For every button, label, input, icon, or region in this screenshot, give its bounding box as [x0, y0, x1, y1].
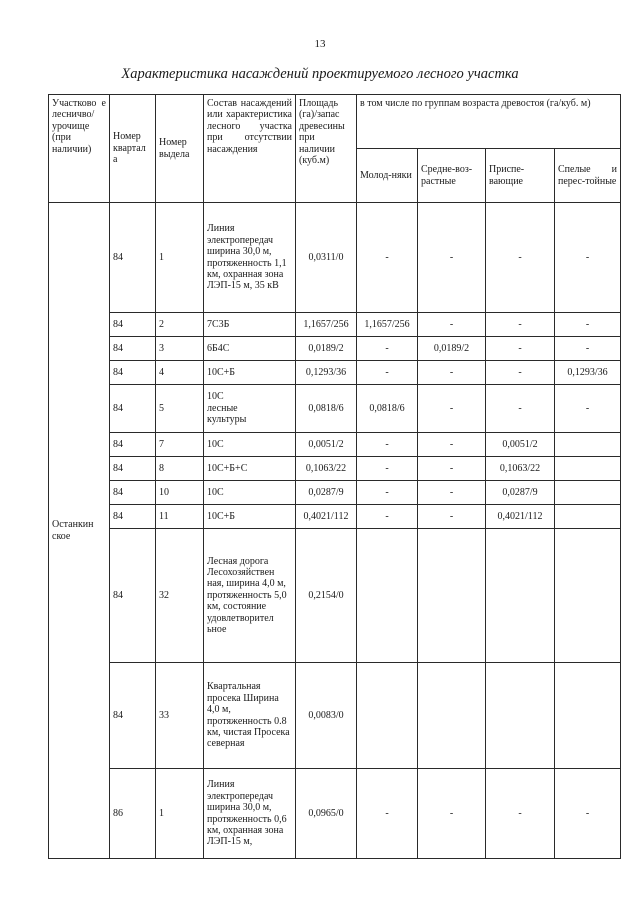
- sostav-cell: 7С3Б: [204, 313, 296, 337]
- molodnyaki-cell: 0,0818/6: [357, 385, 418, 433]
- spelye-cell: [555, 433, 621, 457]
- molodnyaki-cell: -: [357, 457, 418, 481]
- header-molodnyaki: Молод-няки: [357, 149, 418, 203]
- header-uchastok: Участково е лесничво/ урочище (при наличии): [49, 95, 110, 203]
- kvartal-cell: 84: [110, 457, 156, 481]
- sostav-cell: 10С: [204, 433, 296, 457]
- ploshad-cell: 0,4021/112: [296, 505, 357, 529]
- header-row-1: [49, 95, 621, 149]
- ploshad-cell: 0,0083/0: [296, 663, 357, 769]
- molodnyaki-cell: -: [357, 337, 418, 361]
- sostav-cell: 10С: [204, 481, 296, 505]
- molodnyaki-cell: -: [357, 769, 418, 859]
- vydel-cell: 7: [156, 433, 204, 457]
- spelye-cell: [555, 663, 621, 769]
- spelye-cell: [555, 457, 621, 481]
- kvartal-cell: 84: [110, 529, 156, 663]
- sostav-cell: Лесная дорога Лесохозяйствен ная, ширина 4,0 м, протяженность 5,0 км, состояние удовлетворител ьное: [204, 529, 296, 663]
- srednevozrastnye-cell: -: [418, 505, 486, 529]
- kvartal-cell: 84: [110, 433, 156, 457]
- ploshad-cell: 0,0287/9: [296, 481, 357, 505]
- kvartal-cell: 84: [110, 361, 156, 385]
- prispevayushchie-cell: -: [486, 313, 555, 337]
- table-row: [49, 505, 621, 529]
- spelye-cell: 0,1293/36: [555, 361, 621, 385]
- table-row: [49, 361, 621, 385]
- header-kvartal: Номер квартал а: [110, 95, 156, 203]
- prispevayushchie-cell: 0,1063/22: [486, 457, 555, 481]
- ploshad-cell: 0,0311/0: [296, 203, 357, 313]
- srednevozrastnye-cell: -: [418, 769, 486, 859]
- molodnyaki-cell: -: [357, 505, 418, 529]
- spelye-cell: -: [555, 203, 621, 313]
- vydel-cell: 3: [156, 337, 204, 361]
- molodnyaki-cell: -: [357, 361, 418, 385]
- srednevozrastnye-cell: -: [418, 203, 486, 313]
- srednevozrastnye-cell: -: [418, 361, 486, 385]
- table-row: [49, 663, 621, 769]
- spelye-cell: [555, 529, 621, 663]
- molodnyaki-cell: [357, 663, 418, 769]
- header-sostav: Состав насаждений или характеристика лесного участка при отсутствии насаждения: [204, 95, 296, 203]
- vydel-cell: 11: [156, 505, 204, 529]
- kvartal-cell: 84: [110, 505, 156, 529]
- stand-characteristics-table: [48, 94, 621, 859]
- header-spelye: Спелые и перес-тойные: [555, 149, 621, 203]
- prispevayushchie-cell: -: [486, 361, 555, 385]
- molodnyaki-cell: [357, 529, 418, 663]
- ploshad-cell: 0,0189/2: [296, 337, 357, 361]
- ploshad-cell: 0,0051/2: [296, 433, 357, 457]
- srednevozrastnye-cell: -: [418, 313, 486, 337]
- srednevozrastnye-cell: 0,0189/2: [418, 337, 486, 361]
- sostav-cell: 10С+Б: [204, 505, 296, 529]
- sostav-cell: 10С+Б: [204, 361, 296, 385]
- sostav-cell: 6Б4С: [204, 337, 296, 361]
- sostav-cell: Квартальная просека Ширина 4,0 м, протяженность 0.8 км, чистая Просека северная: [204, 663, 296, 769]
- document-title: Характеристика насаждений проектируемого лесного участка: [121, 66, 519, 82]
- vydel-cell: 2: [156, 313, 204, 337]
- ploshad-cell: 0,0818/6: [296, 385, 357, 433]
- table-row: [49, 203, 621, 313]
- vydel-cell: 10: [156, 481, 204, 505]
- header-prispevayushchie: Приспе-вающие: [486, 149, 555, 203]
- header-ploshad: Площадь (га)/запас древесины при наличии (куб.м): [296, 95, 357, 203]
- prispevayushchie-cell: 0,0051/2: [486, 433, 555, 457]
- srednevozrastnye-cell: [418, 529, 486, 663]
- srednevozrastnye-cell: -: [418, 481, 486, 505]
- page-number: 13: [314, 38, 326, 50]
- table-row: [49, 769, 621, 859]
- molodnyaki-cell: 1,1657/256: [357, 313, 418, 337]
- molodnyaki-cell: -: [357, 203, 418, 313]
- sostav-cell: 10С+Б+С: [204, 457, 296, 481]
- ploshad-cell: 0,1063/22: [296, 457, 357, 481]
- prispevayushchie-cell: -: [486, 337, 555, 361]
- table-row: [49, 337, 621, 361]
- srednevozrastnye-cell: -: [418, 385, 486, 433]
- ploshad-cell: 0,1293/36: [296, 361, 357, 385]
- kvartal-cell: 84: [110, 481, 156, 505]
- sostav-cell: 10С лесные культуры: [204, 385, 296, 433]
- header-vydel: Номер выдела: [156, 95, 204, 203]
- prispevayushchie-cell: [486, 663, 555, 769]
- spelye-cell: -: [555, 313, 621, 337]
- prispevayushchie-cell: [486, 529, 555, 663]
- table-row: [49, 457, 621, 481]
- vydel-cell: 1: [156, 769, 204, 859]
- ploshad-cell: 1,1657/256: [296, 313, 357, 337]
- spelye-cell: -: [555, 337, 621, 361]
- header-age-groups: в том числе по группам возраста древостоя (га/куб. м): [357, 95, 621, 149]
- table-row: [49, 529, 621, 663]
- vydel-cell: 33: [156, 663, 204, 769]
- srednevozrastnye-cell: -: [418, 433, 486, 457]
- sostav-cell: Линия электропередач ширина 30,0 м, протяженность 1,1 км, охранная зона ЛЭП-15 м, 35 кВ: [204, 203, 296, 313]
- kvartal-cell: 84: [110, 313, 156, 337]
- ploshad-cell: 0,2154/0: [296, 529, 357, 663]
- table-row: [49, 481, 621, 505]
- prispevayushchie-cell: 0,4021/112: [486, 505, 555, 529]
- ploshad-cell: 0,0965/0: [296, 769, 357, 859]
- kvartal-cell: 84: [110, 385, 156, 433]
- molodnyaki-cell: -: [357, 481, 418, 505]
- prispevayushchie-cell: 0,0287/9: [486, 481, 555, 505]
- spelye-cell: [555, 481, 621, 505]
- kvartal-cell: 84: [110, 663, 156, 769]
- prispevayushchie-cell: -: [486, 385, 555, 433]
- vydel-cell: 8: [156, 457, 204, 481]
- sostav-cell: Линия электропередач ширина 30,0 м, протяженность 0,6 км, охранная зона ЛЭП-15 м,: [204, 769, 296, 859]
- vydel-cell: 1: [156, 203, 204, 313]
- spelye-cell: -: [555, 385, 621, 433]
- prispevayushchie-cell: -: [486, 769, 555, 859]
- prispevayushchie-cell: -: [486, 203, 555, 313]
- kvartal-cell: 86: [110, 769, 156, 859]
- vydel-cell: 5: [156, 385, 204, 433]
- vydel-cell: 32: [156, 529, 204, 663]
- srednevozrastnye-cell: -: [418, 457, 486, 481]
- vydel-cell: 4: [156, 361, 204, 385]
- molodnyaki-cell: -: [357, 433, 418, 457]
- table-row: [49, 385, 621, 433]
- spelye-cell: -: [555, 769, 621, 859]
- spelye-cell: [555, 505, 621, 529]
- lesnichestvo-cell: Останкин ское: [49, 203, 110, 859]
- table-row: [49, 313, 621, 337]
- kvartal-cell: 84: [110, 203, 156, 313]
- header-srednevozrastnye: Средне-воз-растные: [418, 149, 486, 203]
- srednevozrastnye-cell: [418, 663, 486, 769]
- kvartal-cell: 84: [110, 337, 156, 361]
- table-row: [49, 433, 621, 457]
